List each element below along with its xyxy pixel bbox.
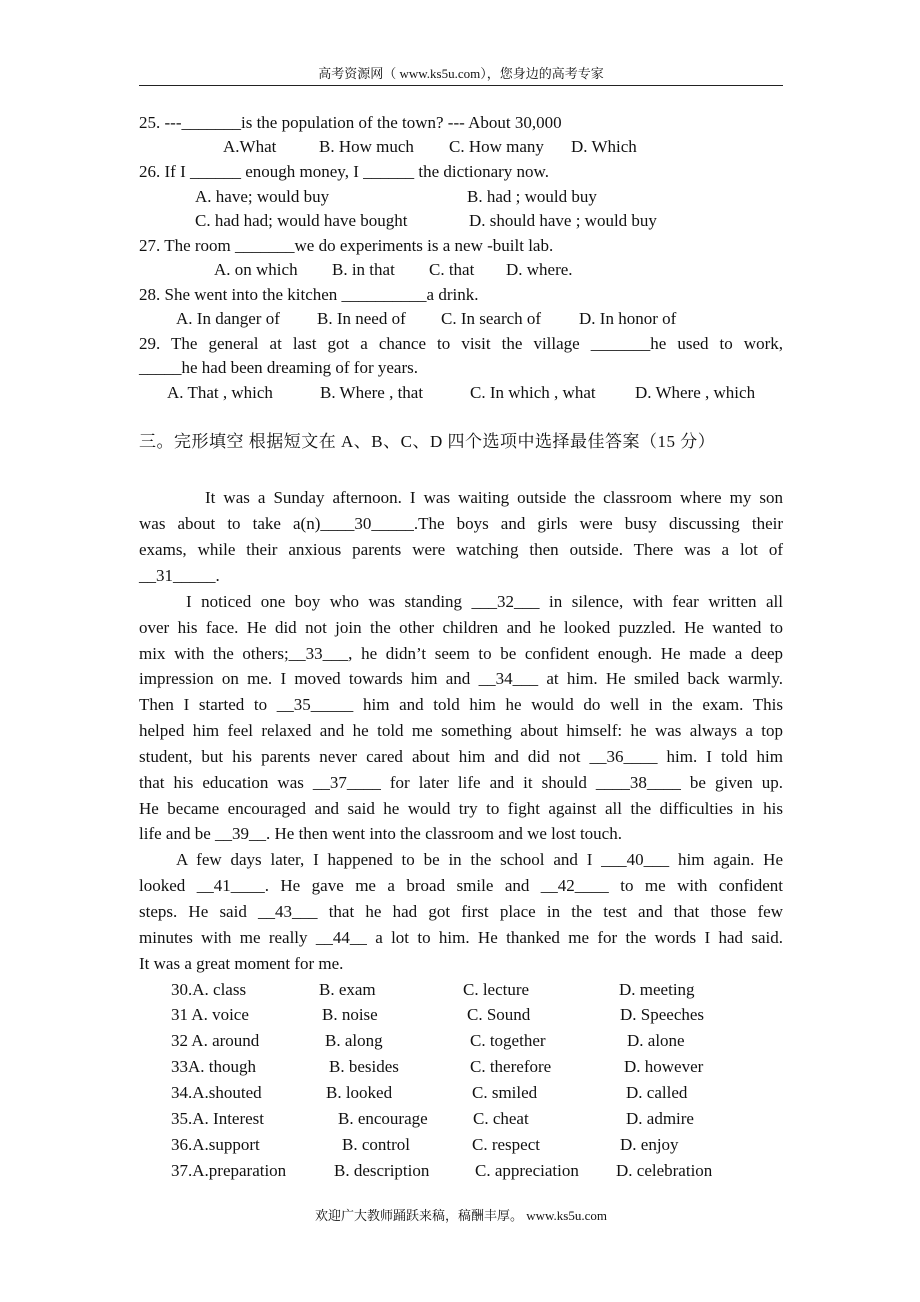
passage-line: It was a great moment for me. xyxy=(139,954,344,973)
question-28-stem: 28. She went into the kitchen __________a drink. xyxy=(139,285,479,304)
question-26-stem: 26. If I ______ enough money, I ______ the dictionary now. xyxy=(139,162,549,181)
option-a: A. have; would buy xyxy=(195,187,330,206)
choice-d: D. however xyxy=(624,1057,704,1076)
choice-d: D. alone xyxy=(627,1031,685,1050)
choice-d: D. Speeches xyxy=(620,1005,705,1024)
option-a: A. on which xyxy=(214,260,298,279)
option-d: D. should have ; would buy xyxy=(469,211,657,230)
passage-line: It was a Sunday afternoon. I was waiting outside the classroom where my son xyxy=(205,488,783,507)
page-header: 高考资源网（ www.ks5u.com），您身边的高考专家 xyxy=(318,66,604,81)
choice-c: C. respect xyxy=(472,1135,540,1154)
passage-line: Then I started to __35_____ him and told him he would do well in the exam. This xyxy=(139,695,783,714)
option-b: B. In need of xyxy=(317,309,406,328)
choice-b: B. along xyxy=(325,1031,383,1050)
page-footer: 欢迎广大教师踊跃来稿，稿酬丰厚。 www.ks5u.com xyxy=(314,1208,607,1223)
passage-line: that his education was __37____ for later life and it should ____38____ be given up. xyxy=(139,773,783,792)
choice-b: B. besides xyxy=(329,1057,399,1076)
choice-a: 31 A. voice xyxy=(171,1005,249,1024)
option-c: C. that xyxy=(429,260,475,279)
choice-b: B. encourage xyxy=(338,1109,428,1128)
choice-a: 36.A.support xyxy=(171,1135,260,1154)
passage-line: was about to take a(n)____30_____.The boys and girls were busy discussing their xyxy=(139,514,783,533)
choice-c: C. cheat xyxy=(473,1109,529,1128)
passage-line: impression on me. I moved towards him and __34___ at him. He smiled back warmly. xyxy=(139,669,783,688)
choice-a: 35.A. Interest xyxy=(171,1109,265,1128)
question-25-stem: 25. ---_______is the population of the town? --- About 30,000 xyxy=(139,113,562,132)
option-a: A.What xyxy=(223,137,277,156)
option-c: C. had had; would have bought xyxy=(195,211,408,230)
option-b: B. had ; would buy xyxy=(467,187,597,206)
option-d: D. Which xyxy=(571,137,637,156)
passage-line: looked __41____. He gave me a broad smile and __42____ to me with confident xyxy=(139,876,783,895)
question-27-stem: 27. The room _______we do experiments is a new -built lab. xyxy=(139,236,554,255)
choice-c: C. Sound xyxy=(467,1005,531,1024)
choice-c: C. together xyxy=(470,1031,546,1050)
question-29-stem-line1: 29. The general at last got a chance to visit the village _______he used to work, xyxy=(139,334,783,353)
passage-line: exams, while their anxious parents were watching then outside. There was a lot of xyxy=(139,540,783,559)
passage-line: over his face. He did not join the other children and he looked puzzled. He wanted to xyxy=(139,618,783,637)
option-d: D. where. xyxy=(506,260,573,279)
passage-line: He became encouraged and said he would try to fight against all the difficulties in his xyxy=(139,799,783,818)
choice-a: 32 A. around xyxy=(171,1031,260,1050)
passage-line: minutes with me really __44__ a lot to him. He thanked me for the words I had said. xyxy=(139,928,783,947)
option-b: B. in that xyxy=(332,260,395,279)
passage-line: helped him feel relaxed and he told me something about himself: he was always a top xyxy=(139,721,783,740)
passage-line: student, but his parents never cared about him and did not __36____ him. I told him xyxy=(139,747,783,766)
choice-d: D. admire xyxy=(626,1109,694,1128)
choice-a: 30.A. class xyxy=(171,980,247,999)
section-3-title: 三。完形填空 根据短文在 A、B、C、D 四个选项中选择最佳答案（15 分） xyxy=(139,432,716,451)
choice-c: C. smiled xyxy=(472,1083,538,1102)
choice-a: 34.A.shouted xyxy=(171,1083,262,1102)
option-c: C. In search of xyxy=(441,309,542,328)
header-rule xyxy=(139,85,783,86)
passage-line: A few days later, I happened to be in the school and I ___40___ him again. He xyxy=(176,850,783,869)
choice-a: 33A. though xyxy=(171,1057,256,1076)
choice-c: C. therefore xyxy=(470,1057,552,1076)
choice-b: B. looked xyxy=(326,1083,393,1102)
option-d: D. Where , which xyxy=(635,383,756,402)
passage-line: I noticed one boy who was standing ___32___ in silence, with fear written all xyxy=(186,592,783,611)
passage-line: __31_____. xyxy=(139,566,220,585)
choice-d: D. enjoy xyxy=(620,1135,679,1154)
option-a: A. That , which xyxy=(167,383,273,402)
option-b: B. How much xyxy=(319,137,414,156)
option-c: C. In which , what xyxy=(470,383,596,402)
choice-d: D. meeting xyxy=(619,980,695,999)
option-d: D. In honor of xyxy=(579,309,677,328)
option-b: B. Where , that xyxy=(320,383,424,402)
choice-c: C. lecture xyxy=(463,980,530,999)
option-c: C. How many xyxy=(449,137,544,156)
passage-line: life and be __39__. He then went into the classroom and we lost touch. xyxy=(139,824,622,843)
question-29-stem-line2: _____he had been dreaming of for years. xyxy=(139,358,418,377)
choice-b: B. exam xyxy=(319,980,376,999)
passage-line: mix with the others;__33___, he didn’t seem to be confident enough. He made a deep xyxy=(139,644,783,663)
choice-d: D. celebration xyxy=(616,1161,713,1180)
option-a: A. In danger of xyxy=(176,309,280,328)
choice-c: C. appreciation xyxy=(475,1161,579,1180)
choice-b: B. description xyxy=(334,1161,430,1180)
choice-b: B. noise xyxy=(322,1005,378,1024)
choice-a: 37.A.preparation xyxy=(171,1161,287,1180)
passage-line: steps. He said __43___ that he had got first place in the test and that those few xyxy=(139,902,783,921)
choice-b: B. control xyxy=(342,1135,410,1154)
choice-d: D. called xyxy=(626,1083,688,1102)
